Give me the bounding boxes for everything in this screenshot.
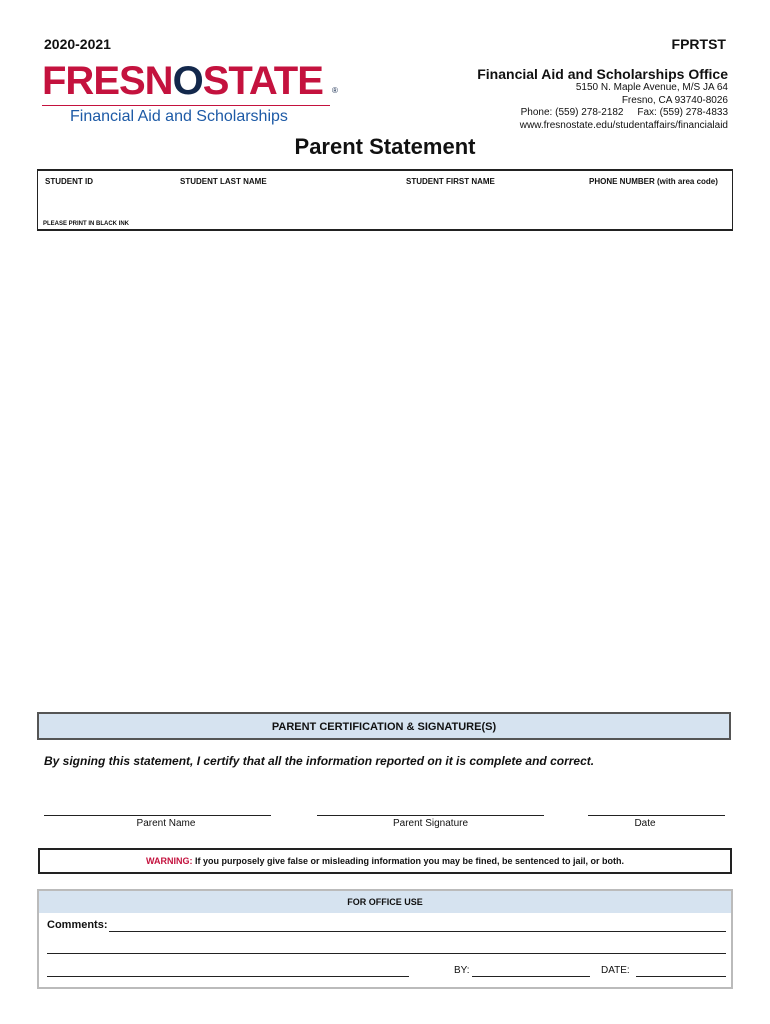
form-code: FPRTST [671,36,726,52]
student-first-name-field[interactable]: STUDENT FIRST NAME [406,177,495,186]
warning-text: If you purposely give false or misleading information you may be fined, be sentenced to jail, or both. [192,856,625,866]
comments-label: Comments: [47,919,108,931]
parent-signature-label: Parent Signature [392,818,469,829]
office-phone-fax: Phone: (559) 278-2182 Fax: (559) 278-4833 [520,107,728,118]
logo-divider [42,105,330,106]
parent-name-label: Parent Name [136,818,196,829]
by-label: BY: [454,965,470,976]
comments-line-1[interactable] [109,931,726,932]
fresno-state-logo [42,60,342,130]
paw-icon: O [172,59,203,103]
warning-box [38,848,732,874]
office-date-label: DATE: [601,965,630,976]
phone-number-field[interactable]: PHONE NUMBER (with area code) [589,177,718,186]
print-instruction: PLEASE PRINT IN BLACK INK [43,221,130,227]
by-line[interactable] [472,976,590,977]
certification-header: PARENT CERTIFICATION & SIGNATURE(S) [37,712,731,740]
date-line[interactable] [588,815,725,816]
office-city: Fresno, CA 93740-8026 [621,94,728,106]
school-year: 2020-2021 [44,36,111,52]
warning-label: WARNING: [145,856,193,866]
certification-statement: By signing this statement, I certify that all the information reported on it is complete and correct. [44,754,595,768]
parent-name-line[interactable] [44,815,271,816]
logo-subtitle: Financial Aid and Scholarships [70,108,288,125]
page-title: Parent Statement [294,134,476,159]
office-use-box [37,889,733,989]
divider [732,171,733,229]
divider [37,171,38,229]
office-website: www.fresnostate.edu/studentaffairs/financialaid [519,119,728,131]
registered-mark: ® [332,86,338,95]
student-last-name-field[interactable]: STUDENT LAST NAME [180,177,267,186]
office-title: Financial Aid and Scholarships Office [477,66,728,82]
office-address: 5150 N. Maple Avenue, M/S JA 64 [575,82,728,93]
comments-line-3[interactable] [47,976,409,977]
logo-wordmark: FRESNOSTATE [42,59,323,103]
parent-signature-line[interactable] [317,815,544,816]
date-label: Date [634,818,656,829]
student-info-box [37,169,733,231]
office-date-line[interactable] [636,976,726,977]
student-id-field[interactable]: STUDENT ID [45,177,93,186]
office-contact-block [477,66,728,132]
office-use-header: FOR OFFICE USE [39,891,731,913]
comments-line-2[interactable] [47,953,726,954]
